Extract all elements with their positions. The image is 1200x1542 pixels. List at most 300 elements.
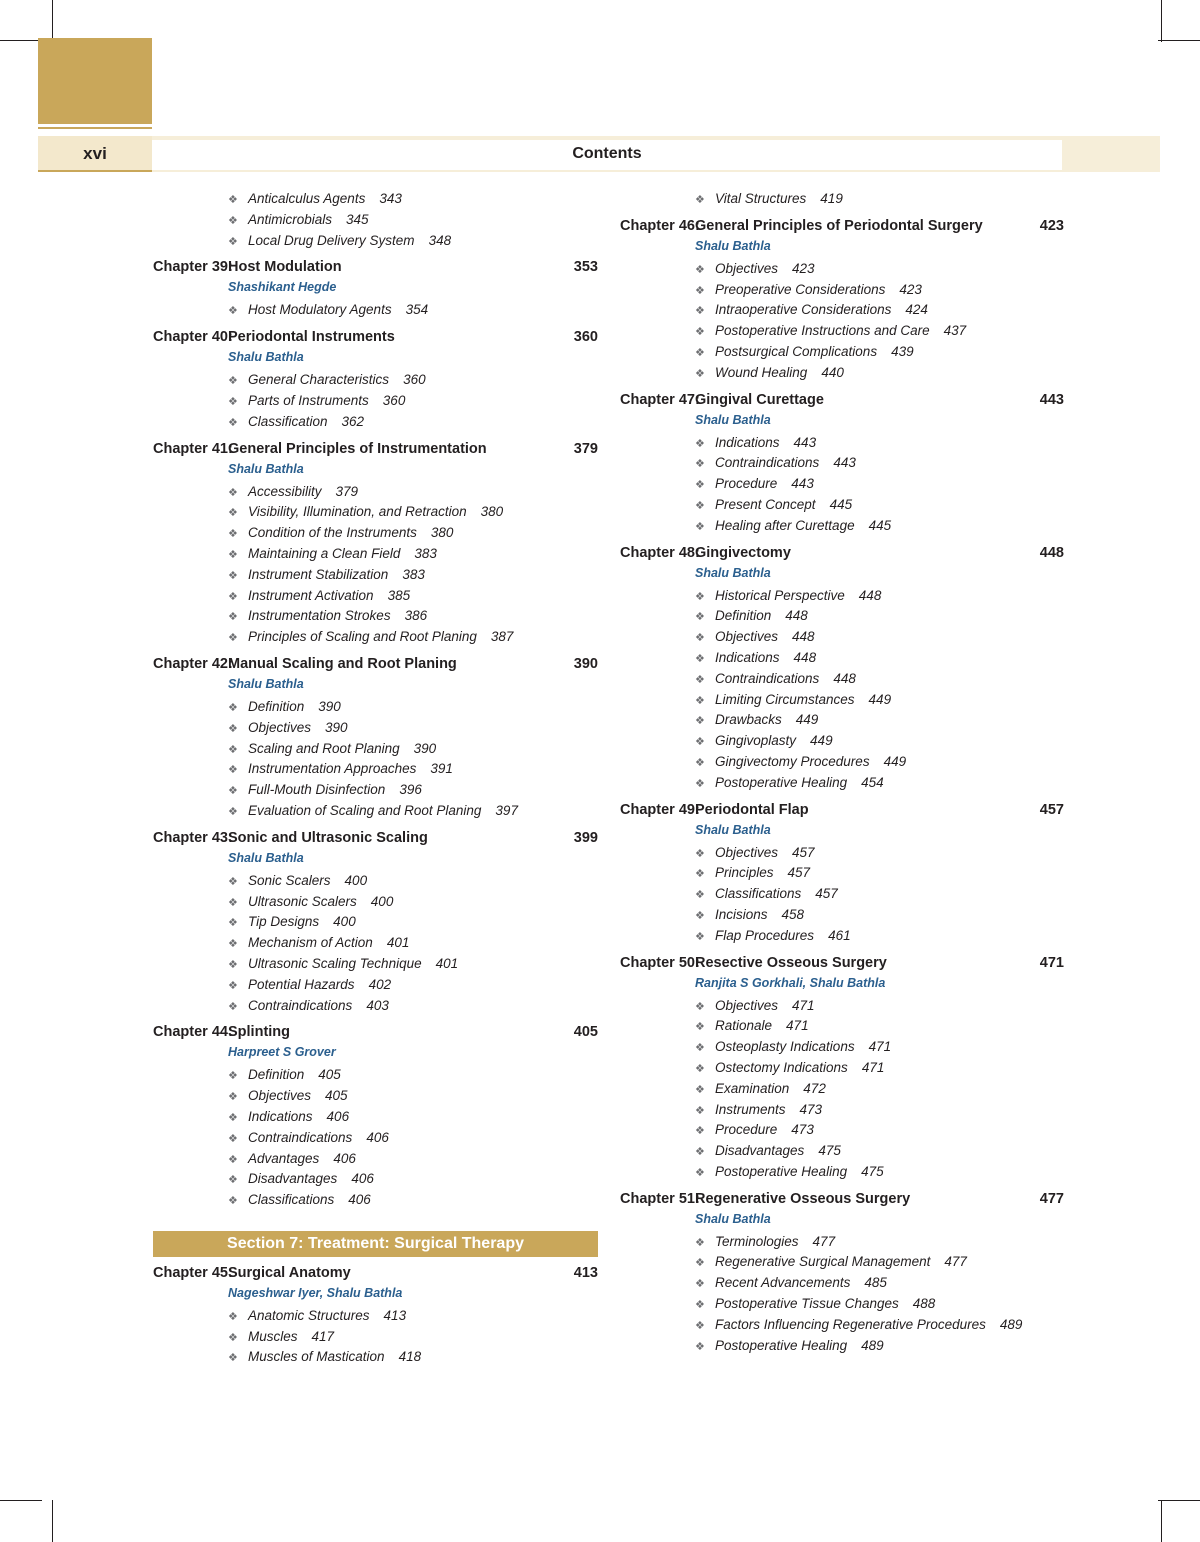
topic-title: Tip Designs [248,914,320,930]
topic-title: Instrumentation Strokes [248,608,391,624]
topic-page: 448 [833,670,856,686]
topic-title: Instrument Activation [248,587,374,603]
topic-item [695,606,1064,627]
topic-item [695,363,1064,384]
topic-page: 449 [795,712,819,728]
topic-page: 437 [943,323,967,339]
topic-title: Flap Procedures [715,927,815,943]
topic-title: Principles of Scaling and Root Planing [248,629,477,645]
topic-title: Objectives [248,719,312,735]
diamond-bullet-icon: ❖ [695,1062,705,1075]
crop-mark [0,1500,42,1501]
topic-item [228,1149,598,1170]
topic-page: 405 [325,1088,348,1104]
diamond-bullet-icon: ❖ [228,785,238,798]
topic-item [228,1306,598,1327]
topic-item [695,1016,1064,1037]
diamond-bullet-icon: ❖ [695,1257,705,1270]
topic-title: Intraoperative Considerations [715,302,892,318]
diamond-bullet-icon: ❖ [228,1310,238,1323]
diamond-bullet-icon: ❖ [228,1174,238,1187]
topic-page: 449 [810,733,833,749]
header-rule [38,127,152,129]
diamond-bullet-icon: ❖ [228,528,238,541]
header-gold-block [38,38,152,124]
topic-item [228,801,598,822]
chapter-entry [620,1189,1064,1357]
diamond-bullet-icon: ❖ [695,1299,705,1312]
topic-page: 445 [868,517,892,533]
topic-title: Procedure [715,1122,778,1138]
topic-item [695,516,1064,537]
topic-page: 448 [793,649,817,665]
chapter-number: Chapter 41: [153,440,233,457]
chapter-title: Gingivectomy [695,544,791,561]
topic-title: Maintaining a Clean Field [248,545,401,561]
diamond-bullet-icon: ❖ [228,979,238,992]
running-head: Contents [572,145,642,162]
topic-page: 419 [820,191,843,206]
chapter-title: Periodontal Instruments [228,329,395,346]
topic-title: Indications [715,649,780,665]
diamond-bullet-icon: ❖ [695,736,705,749]
diamond-bullet-icon: ❖ [695,652,705,665]
diamond-bullet-icon: ❖ [228,1111,238,1124]
topic-page: 383 [414,545,437,561]
crop-mark [52,0,53,42]
diamond-bullet-icon: ❖ [228,1153,238,1166]
topic-item [228,697,598,718]
topic-item [695,710,1064,731]
chapter-number: Chapter 49: [620,801,700,818]
topic-title: Osteoplasty Indications [715,1039,855,1055]
topic-title: Indications [715,434,780,450]
topic-title: Potential Hazards [248,976,355,992]
crop-mark [1161,0,1162,42]
topic-title: Ultrasonic Scalers [248,893,357,909]
chapter-heading [620,800,1064,821]
topic-item [695,669,1064,690]
topic-item [228,759,598,780]
topic-item [228,871,598,892]
topic-title: Objectives [715,844,779,860]
section-heading: Section 7: Treatment: Surgical Therapy [153,1231,598,1257]
topic-page: 475 [861,1163,884,1179]
crop-mark [1158,40,1200,41]
topic-list [228,189,598,251]
diamond-bullet-icon: ❖ [695,1104,705,1117]
diamond-bullet-icon: ❖ [695,1021,705,1034]
topic-item [695,752,1064,773]
topic-list [695,586,1064,794]
diamond-bullet-icon: ❖ [695,777,705,790]
diamond-bullet-icon: ❖ [695,263,705,276]
chapter-number: Chapter 46: [620,217,700,234]
diamond-bullet-icon: ❖ [695,1146,705,1159]
topic-page: 489 [861,1337,884,1353]
topic-list [228,697,598,822]
topic-list [695,996,1064,1183]
chapter-number: Chapter 51: [620,1190,700,1207]
topic-title: Preoperative Considerations [715,281,886,297]
topic-page: 475 [818,1143,841,1159]
topic-item [695,189,1064,210]
chapter-entry [153,1263,598,1368]
topic-page: 360 [382,392,406,408]
chapter-entry [153,257,598,321]
topic-title: Scaling and Root Planing [248,740,400,756]
topic-page: 400 [370,893,394,909]
topic-page: 443 [833,455,856,471]
topic-list [695,843,1064,947]
topic-title: Muscles of Mastication [248,1349,385,1365]
chapter-author: Shalu Bathla [695,565,771,580]
diamond-bullet-icon: ❖ [228,305,238,318]
topic-page: 440 [821,364,844,380]
chapter-entry [153,654,598,822]
topic-item [695,996,1064,1017]
topic-title: Wound Healing [715,364,808,380]
topic-page: 449 [868,691,892,707]
topic-item [695,1162,1064,1183]
topic-list [228,1306,598,1368]
topic-list [228,871,598,1017]
diamond-bullet-icon: ❖ [228,743,238,756]
chapter-author: Shalu Bathla [228,676,304,691]
chapter-author: Ranjita S Gorkhali, Shalu Bathla [695,975,886,990]
topic-title: Postoperative Tissue Changes [715,1296,899,1312]
topic-page: 472 [803,1080,826,1096]
chapter-author: Shalu Bathla [695,238,771,253]
topic-item [228,502,598,523]
chapter-page: 457 [1039,801,1064,818]
topic-title: Principles [715,865,774,881]
topic-page: 418 [398,1349,422,1365]
chapter-number: Chapter 44: [153,1024,233,1041]
topic-title: Gingivectomy Procedures [715,753,870,769]
diamond-bullet-icon: ❖ [228,1091,238,1104]
chapter-author: Harpreet S Grover [228,1045,336,1060]
diamond-bullet-icon: ❖ [695,458,705,471]
topic-item [695,627,1064,648]
topic-title: Definition [715,608,772,624]
topic-page: 413 [383,1307,407,1323]
diamond-bullet-icon: ❖ [228,875,238,888]
chapter-page: 477 [1039,1190,1064,1207]
topic-title: Healing after Curettage [715,517,855,533]
topic-list [228,482,598,648]
topic-page: 423 [899,281,922,297]
chapter-author: Shalu Bathla [228,350,304,365]
topic-item [228,606,598,627]
topic-list [695,433,1064,537]
chapter-heading [153,654,598,675]
topic-page: 424 [905,302,928,318]
diamond-bullet-icon: ❖ [228,958,238,971]
topic-title: Local Drug Delivery System [248,232,415,248]
chapter-number: Chapter 40: [153,329,233,346]
topic-page: 390 [318,698,341,714]
chapter-number: Chapter 45: [153,1264,233,1281]
topic-page: 379 [335,483,359,499]
topic-page: 448 [858,587,882,603]
topic-item [695,342,1064,363]
chapter-title: Manual Scaling and Root Planing [228,655,457,672]
diamond-bullet-icon: ❖ [228,938,238,951]
topic-title: Factors Influencing Regenerative Procedures [715,1316,986,1332]
chapter-author: Shalu Bathla [695,412,771,427]
chapter-entry [620,390,1064,537]
toc-left-column [153,189,598,1368]
topic-title: Gingivoplasty [715,733,797,749]
diamond-bullet-icon: ❖ [695,499,705,512]
chapter-title: Gingival Curettage [695,391,824,408]
topic-item [695,433,1064,454]
diamond-bullet-icon: ❖ [695,326,705,339]
topic-title: Objectives [715,260,779,276]
diamond-bullet-icon: ❖ [695,694,705,707]
chapter-page: 423 [1039,217,1064,234]
topic-item [695,731,1064,752]
topic-title: Regenerative Surgical Management [715,1254,931,1270]
topic-title: Instrumentation Approaches [248,761,417,777]
diamond-bullet-icon: ❖ [695,1083,705,1096]
topic-title: Contraindications [715,670,820,686]
topic-page: 471 [792,997,815,1013]
topic-page: 406 [333,1150,356,1166]
chapter-page: 471 [1039,954,1064,971]
chapter-entry [153,327,598,432]
chapter-entry [620,953,1064,1183]
topic-page: 471 [868,1039,892,1055]
chapter-page: 379 [573,440,598,457]
chapter-page: 399 [573,829,598,846]
chapter-heading [153,1022,598,1043]
diamond-bullet-icon: ❖ [695,930,705,943]
topic-item [695,648,1064,669]
topic-item [695,1232,1064,1253]
diamond-bullet-icon: ❖ [228,1352,238,1365]
topic-page: 473 [791,1122,814,1138]
topic-title: Evaluation of Scaling and Root Planing [248,802,482,818]
topic-page: 343 [379,191,402,206]
topic-item [695,1336,1064,1357]
topic-page: 406 [348,1192,371,1208]
topic-page: 380 [480,504,504,520]
diamond-bullet-icon: ❖ [228,632,238,645]
topic-item [695,1100,1064,1121]
diamond-bullet-icon: ❖ [228,375,238,388]
crop-mark [0,40,42,41]
chapter-entry [620,543,1064,794]
diamond-bullet-icon: ❖ [228,1331,238,1344]
topic-item [228,412,598,433]
topic-page: 454 [861,774,884,790]
topic-list [695,259,1064,384]
topic-title: Incisions [715,906,768,922]
diamond-bullet-icon: ❖ [695,889,705,902]
topic-title: Vital Structures [715,191,807,206]
topic-item [695,474,1064,495]
topic-title: Anticalculus Agents [248,191,366,206]
topic-list [228,300,598,321]
diamond-bullet-icon: ❖ [228,722,238,735]
topic-item [228,565,598,586]
topic-title: Classifications [248,1192,335,1208]
topic-title: Disadvantages [715,1143,805,1159]
chapter-author: Shalu Bathla [228,850,304,865]
topic-title: Indications [248,1108,313,1124]
topic-item [228,1190,598,1211]
chapter-title: Splinting [228,1024,291,1041]
topic-item [695,1315,1064,1336]
diamond-bullet-icon: ❖ [228,569,238,582]
chapter-heading [153,257,598,278]
chapter-title: Resective Osseous Surgery [695,954,887,971]
topic-item [228,954,598,975]
topic-item [695,453,1064,474]
diamond-bullet-icon: ❖ [695,1000,705,1013]
topic-list [695,189,1064,210]
topic-page: 402 [368,976,392,992]
topic-item [695,690,1064,711]
topic-item [695,1037,1064,1058]
chapter-number: Chapter 42: [153,655,233,672]
topic-page: 423 [792,260,815,276]
chapter-title: General Principles of Instrumentation [228,440,487,457]
topic-page: 401 [386,935,410,951]
topic-item [228,912,598,933]
topic-item [695,1120,1064,1141]
topic-item [228,1169,598,1190]
topic-item [695,1141,1064,1162]
chapter-heading [620,953,1064,974]
topic-title: Examination [715,1080,790,1096]
topic-list [228,1065,598,1211]
topic-page: 457 [815,886,838,902]
topic-item [695,321,1064,342]
chapter-title: Host Modulation [228,259,342,276]
topic-item [695,1058,1064,1079]
chapter-heading [153,1263,598,1284]
topic-item [228,370,598,391]
topic-page: 457 [792,844,815,860]
topic-item [228,718,598,739]
topic-page: 443 [793,434,817,450]
topic-item [228,739,598,760]
topic-page: 396 [399,782,422,798]
diamond-bullet-icon: ❖ [695,756,705,769]
chapter-page: 353 [573,259,598,276]
chapter-title: Surgical Anatomy [228,1264,351,1281]
diamond-bullet-icon: ❖ [695,868,705,881]
topic-page: 445 [829,496,853,512]
chapter-author: Nageshwar Iyer, Shalu Bathla [228,1285,403,1300]
diamond-bullet-icon: ❖ [228,507,238,520]
diamond-bullet-icon: ❖ [695,590,705,603]
topic-title: Sonic Scalers [248,872,331,888]
topic-title: Accessibility [248,483,322,499]
chapter-title: Regenerative Osseous Surgery [695,1190,911,1207]
topic-item [695,280,1064,301]
topic-page: 457 [787,865,811,881]
chapter-heading [620,216,1064,237]
diamond-bullet-icon: ❖ [228,611,238,624]
diamond-bullet-icon: ❖ [228,701,238,714]
topic-title: Full-Mouth Disinfection [248,782,386,798]
diamond-bullet-icon: ❖ [695,284,705,297]
topic-item [228,523,598,544]
topic-item [228,1107,598,1128]
chapter-page: 360 [573,329,598,346]
chapter-title: Sonic and Ultrasonic Scaling [228,829,428,846]
chapter-page: 443 [1039,391,1064,408]
topic-page: 477 [944,1254,967,1270]
topic-title: Antimicrobials [248,211,333,227]
topic-title: Objectives [248,1088,312,1104]
diamond-bullet-icon: ❖ [228,235,238,248]
topic-page: 391 [430,761,453,777]
topic-item [228,231,598,252]
diamond-bullet-icon: ❖ [695,1042,705,1055]
topic-list [695,1232,1064,1357]
topic-item [228,780,598,801]
topic-title: Contraindications [248,1129,353,1145]
topic-item [695,300,1064,321]
chapter-page: 390 [573,655,598,672]
chapter-author: Shalu Bathla [228,461,304,476]
diamond-bullet-icon: ❖ [695,847,705,860]
topic-page: 386 [404,608,428,624]
chapter-heading [153,327,598,348]
topic-item [695,884,1064,905]
chapter-entry [153,439,598,648]
chapter-page: 405 [573,1024,598,1041]
topic-item [228,391,598,412]
topic-title: Present Concept [715,496,816,512]
topic-page: 385 [387,587,411,603]
topic-item [695,259,1064,280]
topic-title: Advantages [248,1150,320,1166]
topic-page: 461 [828,927,851,943]
topic-page: 401 [435,955,459,971]
topic-title: Parts of Instruments [248,392,369,408]
topic-page: 448 [792,629,815,645]
topic-title: Limiting Circumstances [715,691,855,707]
topic-page: 443 [791,476,814,492]
topic-page: 380 [430,525,454,541]
diamond-bullet-icon: ❖ [695,909,705,922]
topic-item [228,892,598,913]
diamond-bullet-icon: ❖ [695,520,705,533]
topic-page: 471 [786,1018,809,1034]
diamond-bullet-icon: ❖ [695,1319,705,1332]
topic-page: 458 [781,906,805,922]
topic-title: Contraindications [715,455,820,471]
chapter-entry [620,216,1064,384]
topic-page: 477 [812,1233,836,1249]
topic-title: Postsurgical Complications [715,343,878,359]
topic-item [695,1079,1064,1100]
diamond-bullet-icon: ❖ [228,896,238,909]
topic-title: Instrument Stabilization [248,566,389,582]
topic-title: Definition [248,698,305,714]
topic-title: Anatomic Structures [248,1307,370,1323]
topic-page: 488 [912,1296,936,1312]
topic-item [228,1327,598,1348]
diamond-bullet-icon: ❖ [228,486,238,499]
chapter-number: Chapter 43: [153,829,233,846]
